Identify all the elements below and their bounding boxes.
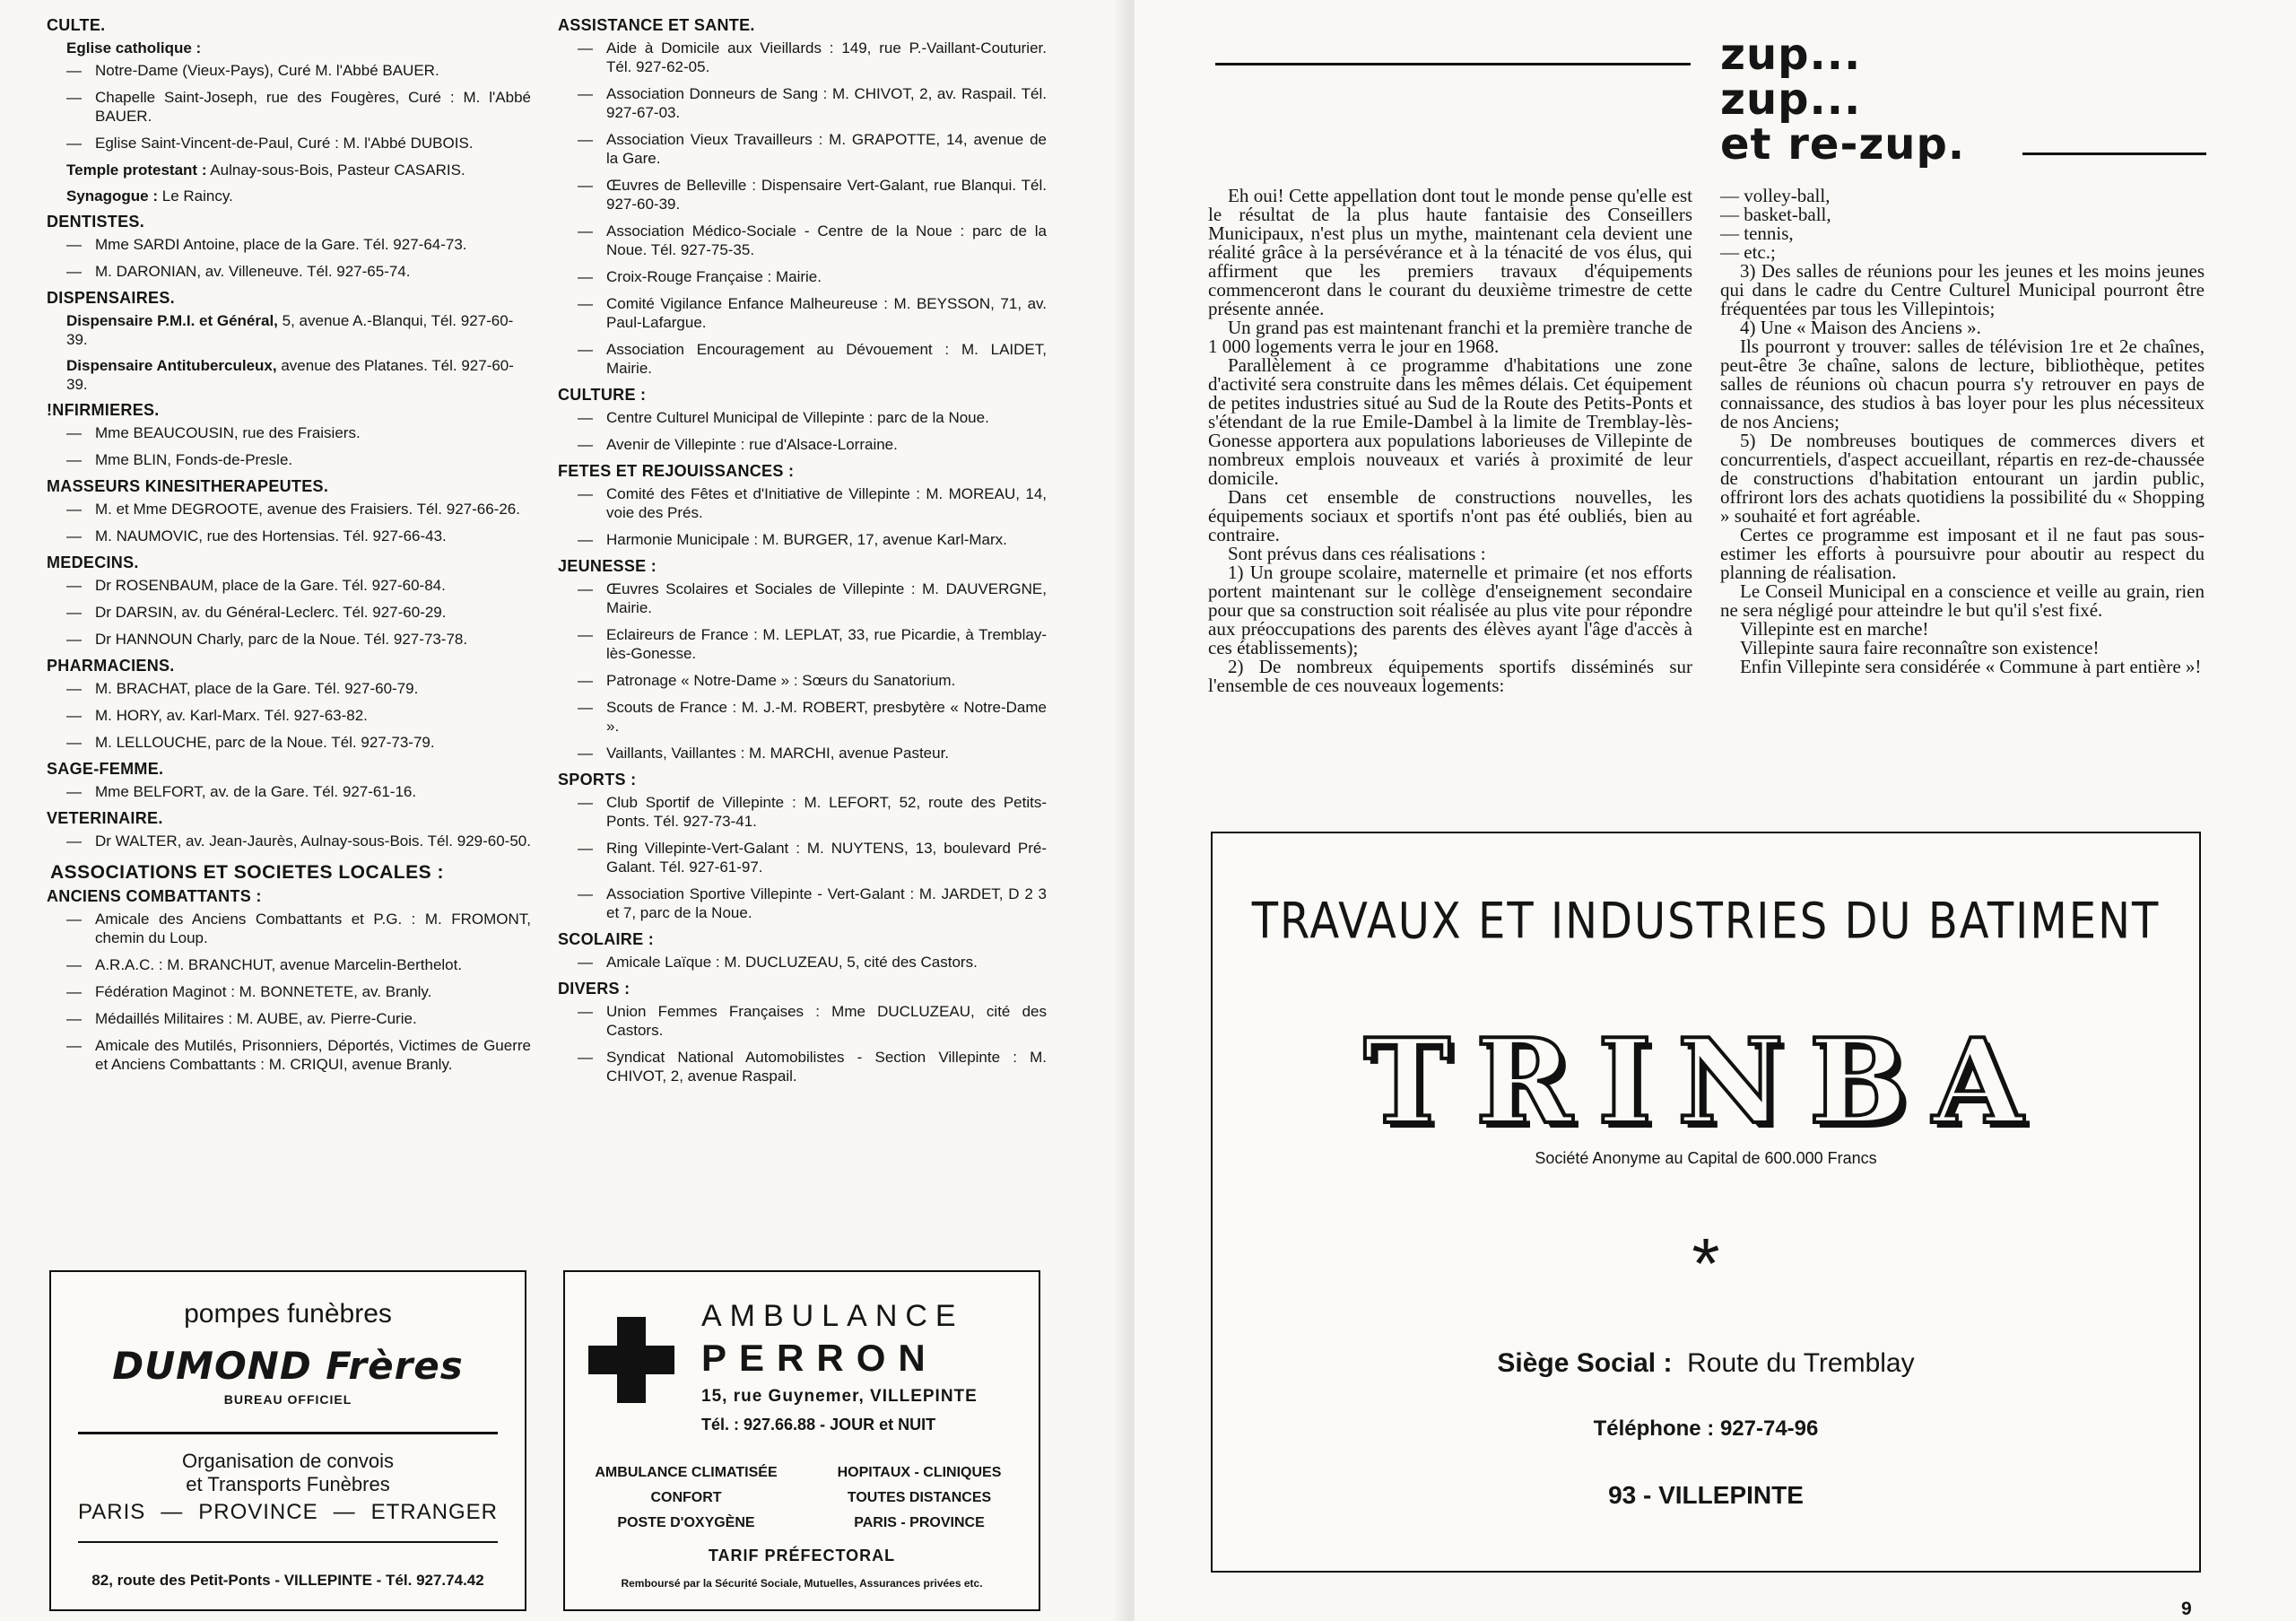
directory-entry: — Mme BEAUCOUSIN, rue des Fraisiers. xyxy=(47,423,531,442)
ad-pompes-dash: — xyxy=(333,1500,356,1524)
section-title-anciens-combattants: ANCIENS COMBATTANTS : xyxy=(47,887,262,905)
article-paragraph: Villepinte saura faire reconnaître son existence! xyxy=(1740,637,2100,658)
directory-entry: — Patronage « Notre-Dame » : Sœurs du Sanatorium. xyxy=(558,671,1047,690)
ad-pompes-line3: et Transports Funèbres xyxy=(186,1473,390,1495)
section-title-sports: SPORTS : xyxy=(558,771,637,789)
directory-entry: — Amicale des Mutilés, Prisonniers, Déportés, Victimes de Guerre et Anciens Combattants : M. CRIQUI, avenue Branly. xyxy=(47,1036,531,1074)
ad-pompes-province: PROVINCE xyxy=(198,1500,318,1524)
article-paragraph: 4) Une « Maison des Anciens ». xyxy=(1740,317,1981,338)
ad-ambulance-address: 15, rue Guynemer, VILLEPINTE xyxy=(701,1387,978,1406)
directory-entry: — Dr WALTER, av. Jean-Jaurès, Aulnay-sous-Bois. Tél. 929-60-50. xyxy=(47,832,531,850)
article-title xyxy=(1720,30,1966,170)
article-paragraph: 3) Des salles de réunions pour les jeunes et les moins jeunes qui dans le cadre du Centre Culturel Municipal pourront être fréquentées par tous les Villepintois; xyxy=(1720,260,2205,319)
ad-ambulance-feature: POSTE D'OXYGÈNE xyxy=(617,1515,755,1530)
directory-entry: — Amicale des Anciens Combattants et P.G. : M. FROMONT, chemin du Loup. xyxy=(47,910,531,947)
article-list-item: — tennis, xyxy=(1720,222,1794,244)
article-paragraph: Enfin Villepinte sera considérée « Commune à part entière »! xyxy=(1740,656,2202,677)
directory-entry: — Dr DARSIN, av. du Général-Leclerc. Tél. 927-60-29. xyxy=(47,603,531,622)
section-title-sage-femme: SAGE-FEMME. xyxy=(47,760,164,778)
directory-entry: — Mme BELFORT, av. de la Gare. Tél. 927-61-16. xyxy=(47,782,531,801)
directory-entry: — Comité Vigilance Enfance Malheureuse : M. BEYSSON, 71, av. Paul-Lafargue. xyxy=(558,294,1047,332)
directory-entry: — Harmonie Municipale : M. BURGER, 17, avenue Karl-Marx. xyxy=(558,530,1047,549)
ad-pompes-line2: Organisation de convois xyxy=(181,1450,395,1472)
ad-ambulance-feature: AMBULANCE CLIMATISÉE xyxy=(595,1465,778,1480)
section-title-assistance: ASSISTANCE ET SANTE. xyxy=(558,16,755,34)
ad-pompes-divider xyxy=(78,1541,498,1543)
section-title-pharmaciens: PHARMACIENS. xyxy=(47,657,175,675)
ad-pompes-funebres xyxy=(49,1270,526,1611)
directory-entry: — Notre-Dame (Vieux-Pays), Curé M. l'Abbé BAUER. xyxy=(47,61,531,80)
ad-ambulance-feature: CONFORT xyxy=(650,1490,722,1505)
ad-pompes-etranger: ETRANGER xyxy=(370,1500,498,1524)
section-title-associations: ASSOCIATIONS ET SOCIETES LOCALES : xyxy=(50,862,444,883)
directory-entry: — M. DARONIAN, av. Villeneuve. Tél. 927-65-74. xyxy=(47,262,531,281)
article-title-line: et re-zup. xyxy=(1720,119,1966,170)
section-title-veterinaire: VETERINAIRE. xyxy=(47,809,163,827)
article-paragraph: Ils pourront y trouver: salles de télévision 1re et 2e chaînes, peut-être 3e chaîne, salons de lecture, bibliothèque, petites salles de réunions où chacun pourra s'y retrouver en pays de connaissance, des studios à bas loyer pour les plus nécessiteux de nos Anciens; xyxy=(1720,336,2205,432)
ad-trinba xyxy=(1211,832,2201,1573)
article-paragraph: Dans cet ensemble de constructions nouvelles, les équipements sociaux et sportifs n'ont pas été oubliés, bien au contraire. xyxy=(1208,486,1692,545)
ad-ambulance-feature: PARIS - PROVINCE xyxy=(854,1515,985,1530)
ad-ambulance-tarif: TARIF PRÉFECTORAL xyxy=(708,1547,896,1564)
section-title-dispensaires: DISPENSAIRES. xyxy=(47,289,175,307)
directory-column-2 xyxy=(558,13,1047,1094)
named-entry-synagogue xyxy=(66,187,531,205)
section-title-jeunesse: JEUNESSE : xyxy=(558,557,657,575)
article-column-1 xyxy=(1208,187,1692,695)
page-number: 9 xyxy=(2181,1599,2192,1619)
article-column-2 xyxy=(1720,187,2205,676)
subtitle-eglise-catholique: Eglise catholique : xyxy=(66,39,202,57)
article-title-line: zup... xyxy=(1720,30,1862,80)
ad-ambulance-perron xyxy=(563,1270,1040,1611)
title-rule-left xyxy=(1215,63,1691,65)
ad-pompes-line1: pompes funèbres xyxy=(184,1299,392,1329)
directory-entry: — Centre Culturel Municipal de Villepinte : parc de la Noue. xyxy=(558,408,1047,427)
article-title-line: zup... xyxy=(1720,74,1862,125)
section-title-medecins: MEDECINS. xyxy=(47,553,139,571)
directory-entry: — Dr ROSENBAUM, place de la Gare. Tél. 927-60-84. xyxy=(47,576,531,595)
ad-ambulance-word1: AMBULANCE xyxy=(701,1299,964,1333)
ad-pompes-sub: BUREAU OFFICIEL xyxy=(223,1392,352,1407)
directory-entry: — Association Donneurs de Sang : M. CHIVOT, 2, av. Raspail. Tél. 927-67-03. xyxy=(558,84,1047,122)
ad-pompes-brand: DUMOND Frères xyxy=(112,1344,464,1388)
ad-ambulance-features-right xyxy=(816,1460,1022,1536)
dispensaire-label: Dispensaire P.M.I. et Général, xyxy=(66,312,278,329)
ad-trinba-logo: TRINBA xyxy=(1363,1013,2048,1150)
directory-entry: — Eclaireurs de France : M. LEPLAT, 33, rue Picardie, à Tremblay-lès-Gonesse. xyxy=(558,625,1047,663)
directory-entry: — Comité des Fêtes et d'Initiative de Villepinte : M. MOREAU, 14, voie des Prés. xyxy=(558,484,1047,522)
directory-entry: — Avenir de Villepinte : rue d'Alsace-Lorraine. xyxy=(558,435,1047,454)
article-paragraph: Parallèlement à ce programme d'habitations une zone d'activité sera construite dans les mêmes délais. Cet équipement de petites industries situé au Sud de la Route des Petits-Ponts et s'étendant de la rue Emile-Dambel à la limite de Tremblay-lès-Gonesse apportera aux populations laborieuses de Villepinte de nombreux emplois nouveaux et variés à proximité de leur domicile. xyxy=(1208,354,1692,489)
ad-trinba-capital: Société Anonyme au Capital de 600.000 Francs xyxy=(1535,1149,1877,1167)
directory-entry: — Ring Villepinte-Vert-Galant : M. NUYTENS, 13, boulevard Pré-Galant. Tél. 927-61-97. xyxy=(558,839,1047,876)
article-list-item: — volley-ball, xyxy=(1720,185,1831,206)
temple-text: Aulnay-sous-Bois, Pasteur CASARIS. xyxy=(210,161,465,179)
directory-entry: — Dr HANNOUN Charly, parc de la Noue. Tél. 927-73-78. xyxy=(47,630,531,649)
temple-label: Temple protestant : xyxy=(66,161,207,179)
article-list-item: — etc.; xyxy=(1720,241,1776,263)
article-paragraph: Certes ce programme est imposant et il ne faut pas sous-estimer les efforts à poursuivre pour aboutir au respect du planning de réalisation. xyxy=(1720,524,2205,583)
article-paragraph: Le Conseil Municipal en a conscience et veille au grain, rien ne sera négligé pour atteindre le but qu'il s'est fixé. xyxy=(1720,580,2205,621)
ad-ambulance-tel: Tél. : 927.66.88 - JOUR et NUIT xyxy=(701,1416,936,1434)
named-entry-dispensaire-antituberculeux xyxy=(66,356,531,394)
ad-trinba-siege-label: Siège Social : xyxy=(1497,1348,1673,1378)
directory-entry: — Club Sportif de Villepinte : M. LEFORT, 52, route des Petits-Ponts. Tél. 927-73-41. xyxy=(558,793,1047,831)
directory-entry: — Fédération Maginot : M. BONNETETE, av. Branly. xyxy=(47,982,531,1001)
synagogue-label: Synagogue : xyxy=(66,187,159,205)
ad-pompes-address: 82, route des Petit-Ponts - VILLEPINTE - Tél. 927.74.42 xyxy=(91,1572,484,1589)
directory-entry: — M. LELLOUCHE, parc de la Noue. Tél. 927-73-79. xyxy=(47,733,531,752)
directory-entry: — Aide à Domicile aux Vieillards : 149, rue P.-Vaillant-Couturier. Tél. 927-62-05. xyxy=(558,39,1047,76)
directory-column-1 xyxy=(47,13,531,1082)
article-paragraph: Villepinte est en marche! xyxy=(1740,618,1929,640)
ad-ambulance-feature: HOPITAUX - CLINIQUES xyxy=(837,1465,1002,1480)
section-title-fetes: FETES ET REJOUISSANCES : xyxy=(558,462,795,480)
directory-entry: — Association Sportive Villepinte - Vert-Galant : M. JARDET, D 2 3 et 7, parc de la Noue. xyxy=(558,885,1047,922)
ad-trinba-headline: TRAVAUX ET INDUSTRIES DU BATIMENT xyxy=(1251,892,2161,951)
section-title-culte: CULTE. xyxy=(47,16,106,34)
ad-ambulance-features-left xyxy=(583,1460,789,1536)
article-paragraph: Eh oui! Cette appellation dont tout le monde pense qu'elle est le résultat de la plus haute fantaisie des Conseillers Municipaux, n'est plus un mythe, maintenant cela devient une réalité grâce à la persévérance et à la ténacité de vos élus, qui affirment que les premiers travaux d'équipements commenceront dans le courant du deuxième trimestre de cette présente année. xyxy=(1208,185,1692,319)
section-title-infirmieres: !NFIRMIERES. xyxy=(47,401,160,419)
ad-ambulance-word2: PERRON xyxy=(701,1337,938,1379)
article-paragraph: 5) De nombreuses boutiques de commerces divers et concurrentiels, d'aspect accueillant, répartis en rez-de-chaussée de constructions d'habitation entourant un jardin public, offriront lors des achats quotidiens la possibilité du « Shopping » souhaité et fort agréable. xyxy=(1720,430,2205,527)
dispensaire-label: Dispensaire Antituberculeux, xyxy=(66,357,277,374)
directory-entry: — M. BRACHAT, place de la Gare. Tél. 927-60-79. xyxy=(47,679,531,698)
title-rule-right xyxy=(2022,153,2206,155)
dispensaire-text: 5, avenue A.-Blanqui, Tél. 927-60-39. xyxy=(66,312,514,348)
article-paragraph: Sont prévus dans ces réalisations : xyxy=(1228,543,1486,564)
directory-entry: — A.R.A.C. : M. BRANCHUT, avenue Marcelin-Berthelot. xyxy=(47,955,531,974)
directory-entry: — Eglise Saint-Vincent-de-Paul, Curé : M. l'Abbé DUBOIS. xyxy=(47,134,531,153)
ad-pompes-divider xyxy=(78,1432,498,1434)
ad-pompes-destinations xyxy=(78,1500,498,1525)
dispensaire-text: avenue des Platanes. Tél. 927-60-39. xyxy=(66,357,514,393)
synagogue-text: Le Raincy. xyxy=(161,187,233,205)
directory-entry: — Syndicat National Automobilistes - Section Villepinte : M. CHIVOT, 2, avenue Raspail. xyxy=(558,1048,1047,1085)
article-paragraph: 1) Un groupe scolaire, maternelle et primaire (et nos efforts portent maintenant sur le collège d'enseignement secondaire pour que sa construction soit réalisée au plus vite pour répondre aux préoccupations des parents des élèves ayant l'âge d'accès à ces établissements); xyxy=(1208,562,1692,658)
directory-entry: — Œuvres Scolaires et Sociales de Villepinte : M. DAUVERGNE, Mairie. xyxy=(558,580,1047,617)
section-title-dentistes: DENTISTES. xyxy=(47,213,145,231)
directory-entry: — Vaillants, Vaillantes : M. MARCHI, avenue Pasteur. xyxy=(558,744,1047,763)
directory-entry: — Médaillés Militaires : M. AUBE, av. Pierre-Curie. xyxy=(47,1009,531,1028)
named-entry-temple xyxy=(66,161,531,179)
directory-entry: — Association Encouragement au Dévouement : M. LAIDET, Mairie. xyxy=(558,340,1047,378)
section-title-divers: DIVERS : xyxy=(558,980,631,998)
named-entry-dispensaire-pmi xyxy=(66,311,531,349)
directory-entry: — Association Médico-Sociale - Centre de la Noue : parc de la Noue. Tél. 927-75-35. xyxy=(558,222,1047,259)
ad-trinba-city: 93 - VILLEPINTE xyxy=(1608,1481,1804,1509)
ad-trinba-siege-value: Route du Tremblay xyxy=(1687,1348,1915,1378)
section-title-scolaire: SCOLAIRE : xyxy=(558,930,655,948)
asterisk-icon: * xyxy=(1692,1224,1720,1303)
directory-entry: — Mme BLIN, Fonds-de-Presle. xyxy=(47,450,531,469)
directory-entry: — M. et Mme DEGROOTE, avenue des Fraisiers. Tél. 927-66-26. xyxy=(47,500,531,519)
ad-ambulance-feature: TOUTES DISTANCES xyxy=(847,1490,992,1505)
directory-entry: — Union Femmes Françaises : Mme DUCLUZEAU, cité des Castors. xyxy=(558,1002,1047,1040)
directory-entry: — Association Vieux Travailleurs : M. GRAPOTTE, 14, avenue de la Gare. xyxy=(558,130,1047,168)
directory-entry: — Amicale Laïque : M. DUCLUZEAU, 5, cité des Castors. xyxy=(558,953,1047,972)
article-paragraph: Un grand pas est maintenant franchi et la première tranche de 1 000 logements verra le jour en 1968. xyxy=(1208,317,1692,357)
directory-entry: — Œuvres de Belleville : Dispensaire Vert-Galant, rue Blanqui. Tél. 927-60-39. xyxy=(558,176,1047,214)
left-page xyxy=(0,0,1126,1621)
directory-entry: — Croix-Rouge Française : Mairie. xyxy=(558,267,1047,286)
directory-entry: — Scouts de France : M. J.-M. ROBERT, presbytère « Notre-Dame ». xyxy=(558,698,1047,736)
article-list-item: — basket-ball, xyxy=(1720,204,1831,225)
ad-pompes-dash: — xyxy=(161,1500,184,1524)
ad-trinba-tel: Téléphone : 927-74-96 xyxy=(1593,1416,1819,1441)
section-title-masseurs: MASSEURS KINESITHERAPEUTES. xyxy=(47,477,329,495)
directory-entry: — M. NAUMOVIC, rue des Hortensias. Tél. 927-66-43. xyxy=(47,527,531,545)
ad-ambulance-rembourse: Remboursé par la Sécurité Sociale, Mutuelles, Assurances privées etc. xyxy=(621,1577,983,1590)
section-title-culture: CULTURE : xyxy=(558,386,647,404)
article-paragraph: 2) De nombreux équipements sportifs disséminés sur l'ensemble de ces nouveaux logements: xyxy=(1208,656,1692,696)
red-cross-icon xyxy=(588,1317,674,1403)
ad-trinba-siege xyxy=(1213,1348,2199,1379)
directory-entry: — M. HORY, av. Karl-Marx. Tél. 927-63-82. xyxy=(47,706,531,725)
ad-pompes-paris: PARIS xyxy=(78,1500,146,1524)
directory-entry: — Chapelle Saint-Joseph, rue des Fougères, Curé : M. l'Abbé BAUER. xyxy=(47,88,531,126)
directory-entry: — Mme SARDI Antoine, place de la Gare. Tél. 927-64-73. xyxy=(47,235,531,254)
